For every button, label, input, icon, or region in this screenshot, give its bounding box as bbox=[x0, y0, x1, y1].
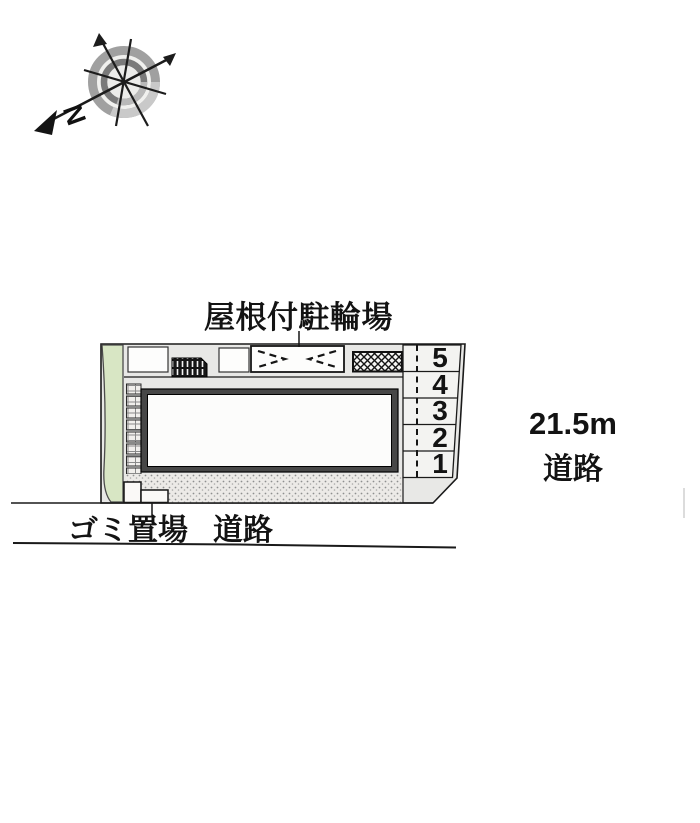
compass-arrowhead-ne bbox=[163, 53, 176, 66]
parking-space-number: 1 bbox=[432, 448, 448, 479]
grate-icon bbox=[172, 358, 207, 377]
road-label-bottom: 道路 bbox=[213, 514, 273, 547]
road-width-label: 21.5m bbox=[529, 406, 617, 441]
garbage-area-label: ゴミ置場 bbox=[68, 514, 188, 547]
crosshatch-box bbox=[353, 352, 402, 372]
north-arrowhead bbox=[34, 110, 57, 135]
covered-bicycle-parking-label: 屋根付駐輪場 bbox=[204, 300, 393, 335]
building-outline bbox=[141, 389, 398, 472]
parking-space-number: 4 bbox=[432, 368, 448, 400]
compass-rose-icon bbox=[34, 33, 176, 135]
bicycle-parking-box bbox=[251, 331, 344, 372]
scan-edge-artifact bbox=[683, 488, 685, 518]
parking-space-number: 3 bbox=[432, 395, 448, 426]
service-box-left bbox=[128, 347, 168, 372]
hedge-strip bbox=[102, 345, 123, 502]
service-box-mid bbox=[219, 348, 249, 372]
parking-space-number: 5 bbox=[432, 342, 448, 373]
north-label: N bbox=[56, 100, 92, 130]
road-label-right: 道路 bbox=[543, 453, 603, 486]
parking-space-number: 2 bbox=[432, 421, 448, 453]
